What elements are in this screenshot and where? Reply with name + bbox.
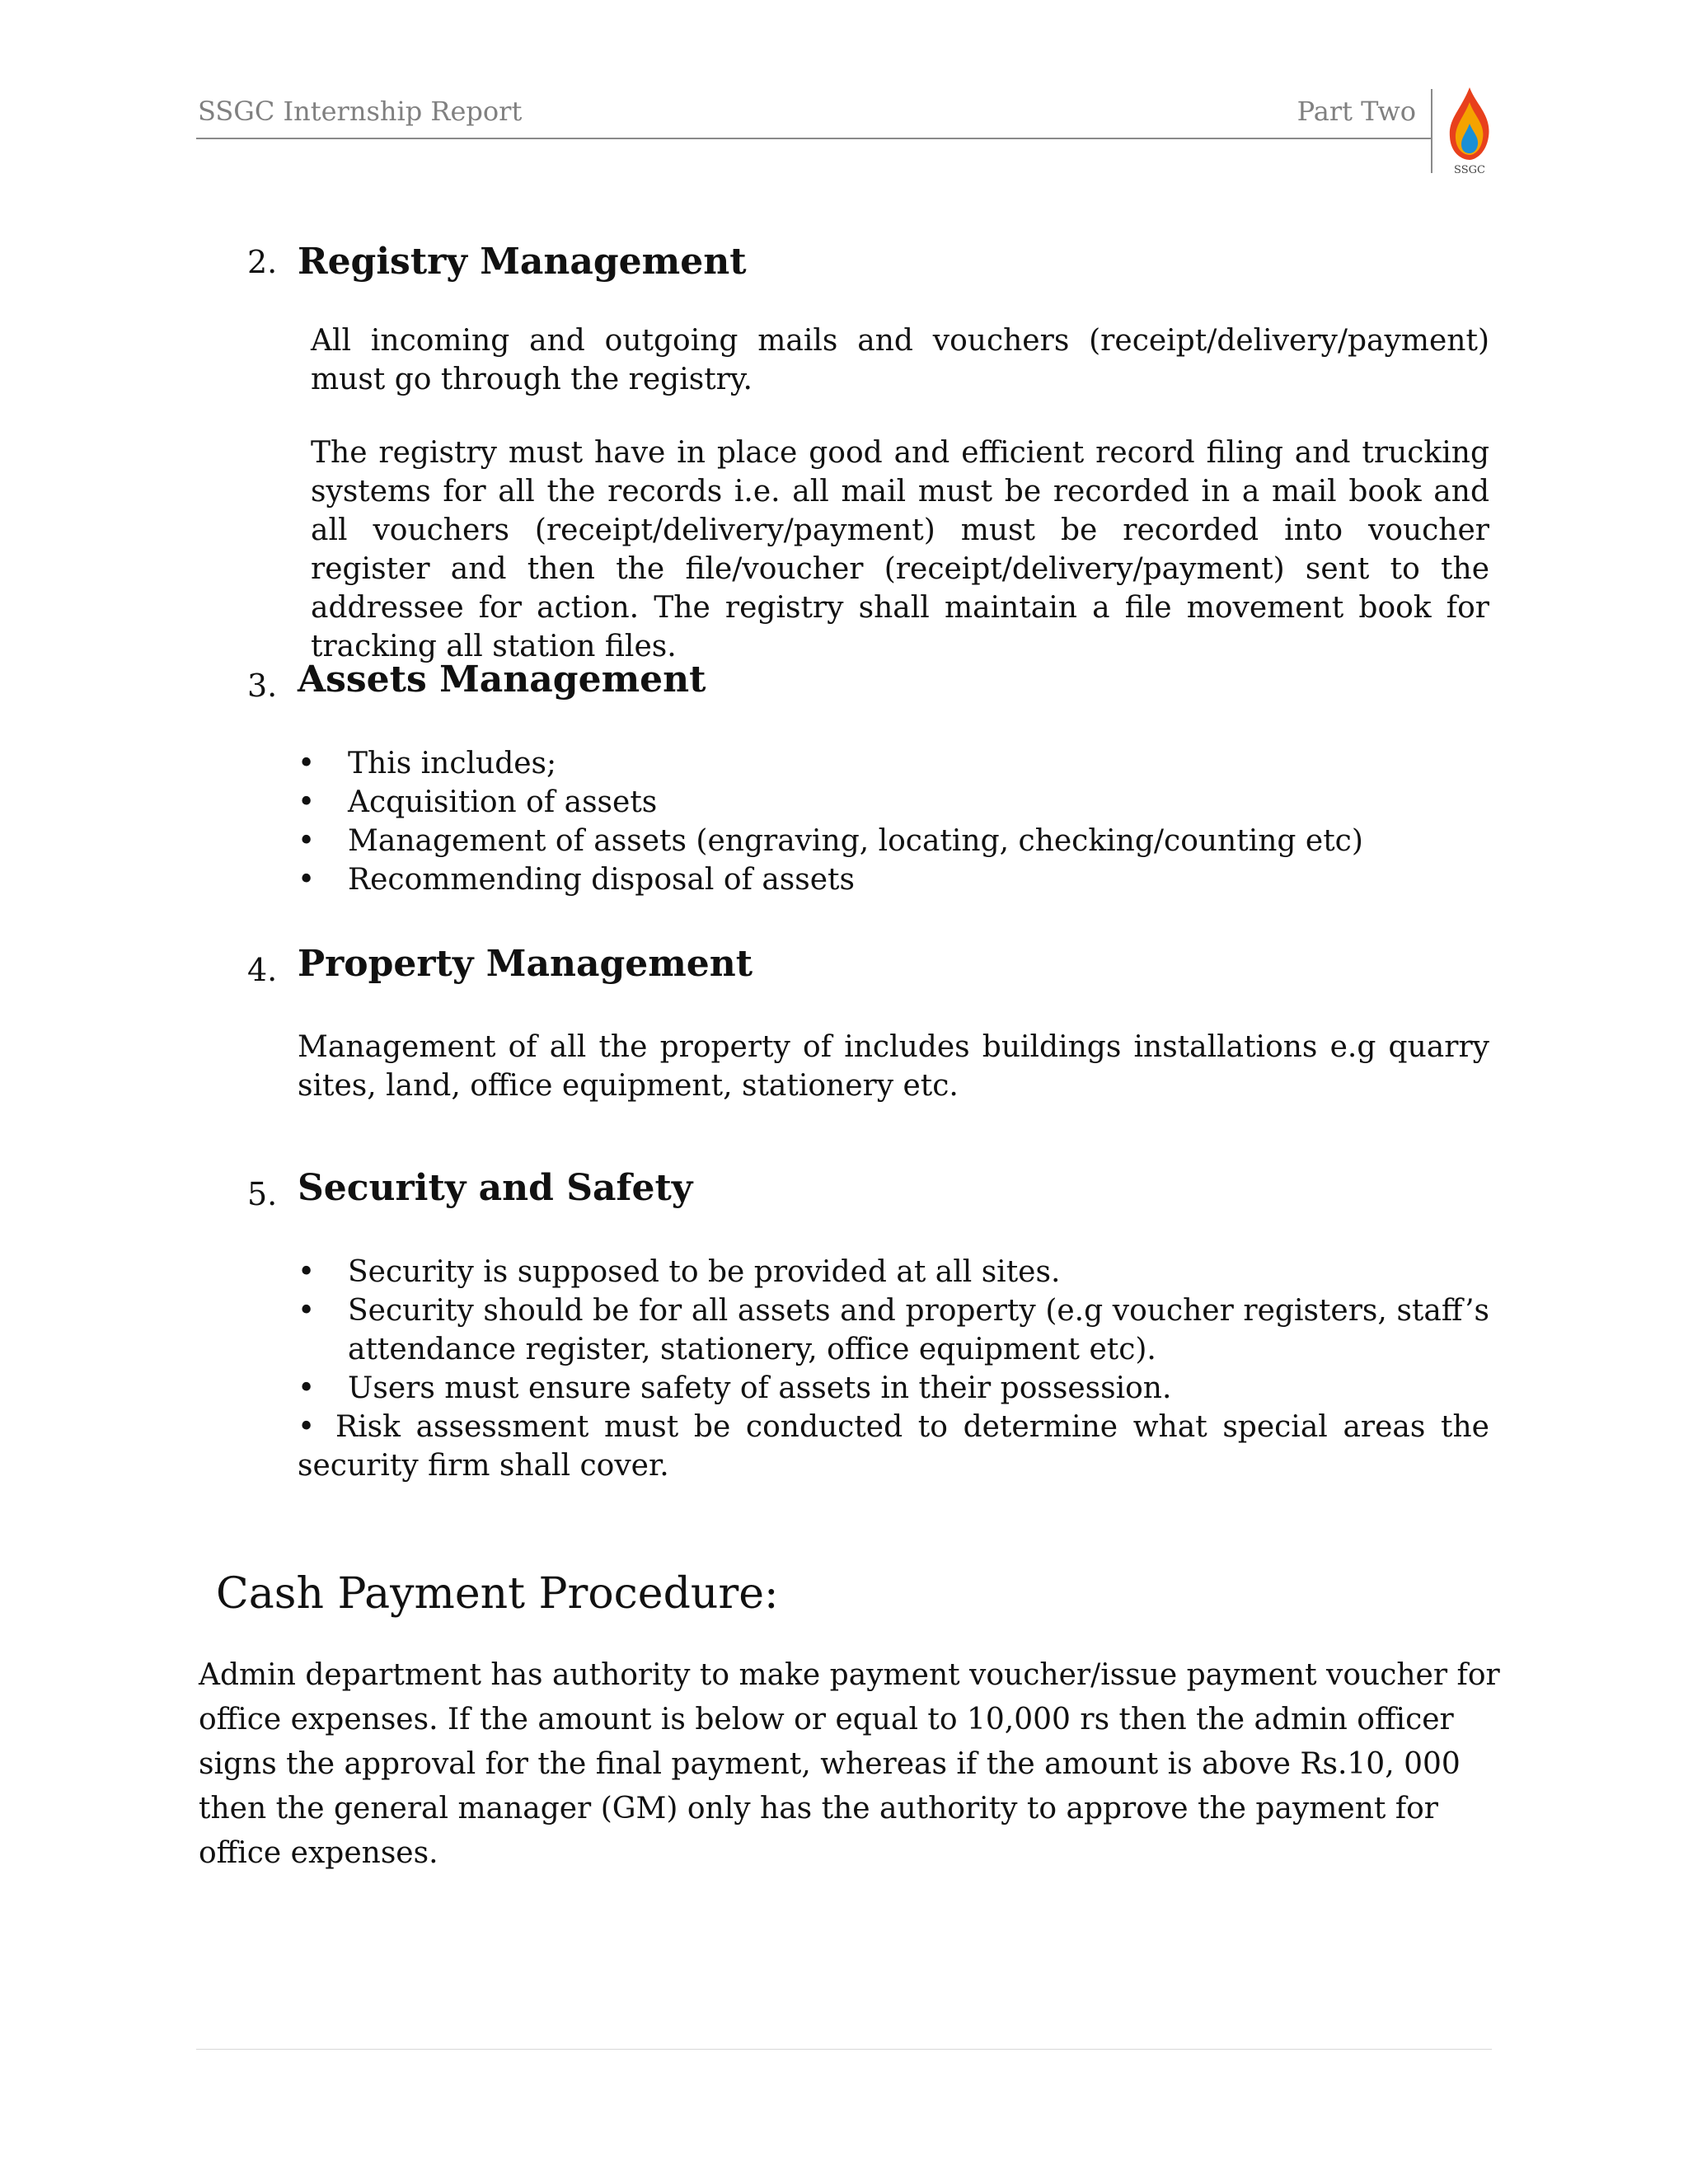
list-item: • Risk assessment must be conducted to determine what special areas the security firm shall cover. bbox=[298, 1408, 1489, 1485]
list-item: • Acquisition of assets bbox=[298, 783, 1489, 822]
list-item: • Security is supposed to be provided at all sites. bbox=[298, 1253, 1489, 1291]
header-rule bbox=[196, 138, 1432, 139]
bullet-icon: • bbox=[298, 1255, 316, 1289]
section-heading-security: Security and Safety bbox=[298, 1167, 693, 1209]
registry-paragraph-2: The registry must have in place good and efficient record filing and trucking systems for all the records i.e. all mail must be recorded in a mail book and all vouchers (receipt/delivery/payment) must be recorded into voucher register and then the file/voucher (receipt/delivery/payment) sent to the addressee for action. The registry shall maintain a file movement book for tracking all station files. bbox=[311, 436, 1489, 663]
list-item: • Users must ensure safety of assets in their possession. bbox=[298, 1369, 1489, 1408]
section-heading-property: Property Management bbox=[298, 943, 753, 985]
registry-paragraph-1: All incoming and outgoing mails and vouchers (receipt/delivery/payment) must go through the registry. bbox=[311, 324, 1489, 396]
section-heading-assets: Assets Management bbox=[298, 658, 706, 701]
list-item: • Recommending disposal of assets bbox=[298, 860, 1489, 899]
section-heading-registry: Registry Management bbox=[298, 241, 747, 283]
bullet-icon: • bbox=[298, 1371, 316, 1405]
bullet-icon: • bbox=[298, 1294, 316, 1328]
section-number: 3. bbox=[247, 668, 278, 704]
footer-rule bbox=[196, 2049, 1492, 2050]
section-number: 5. bbox=[247, 1176, 278, 1212]
cash-payment-heading: Cash Payment Procedure: bbox=[216, 1569, 779, 1619]
property-paragraph: Management of all the property of includes buildings installations e.g quarry sites, land, office equipment, stationery etc. bbox=[298, 1030, 1489, 1103]
section-number: 4. bbox=[247, 952, 278, 988]
bullet-icon: • bbox=[298, 785, 316, 819]
list-item: • Management of assets (engraving, locating, checking/counting etc) bbox=[298, 822, 1489, 860]
list-item: • This includes; bbox=[298, 744, 1489, 783]
header-part-label: Part Two bbox=[1296, 96, 1416, 127]
bullet-icon: • bbox=[298, 747, 316, 780]
header-report-title: SSGC Internship Report bbox=[198, 96, 523, 127]
header-vertical-rule bbox=[1431, 89, 1432, 173]
section-number: 2. bbox=[247, 244, 278, 280]
list-item: • Security should be for all assets and property (e.g voucher registers, staff’s attendance register, stationery, office equipment etc). bbox=[298, 1291, 1489, 1369]
security-bullet-list bbox=[298, 1253, 1489, 1485]
bullet-icon: • bbox=[298, 1410, 316, 1444]
bullet-icon: • bbox=[298, 824, 316, 858]
logo-text: SSGC bbox=[1454, 164, 1485, 176]
assets-bullet-list bbox=[298, 744, 1489, 899]
cash-payment-paragraph: Admin department has authority to make payment voucher/issue payment voucher for office expenses. If the amount is below or equal to 10,000 rs then the admin officer signs the approval for the final payment, whereas if the amount is above Rs.10, 000 then the general manager (GM) only has the authority to approve the payment for office expenses. bbox=[199, 1658, 1500, 1870]
bullet-icon: • bbox=[298, 863, 316, 897]
ssgc-logo-icon bbox=[1442, 86, 1497, 176]
